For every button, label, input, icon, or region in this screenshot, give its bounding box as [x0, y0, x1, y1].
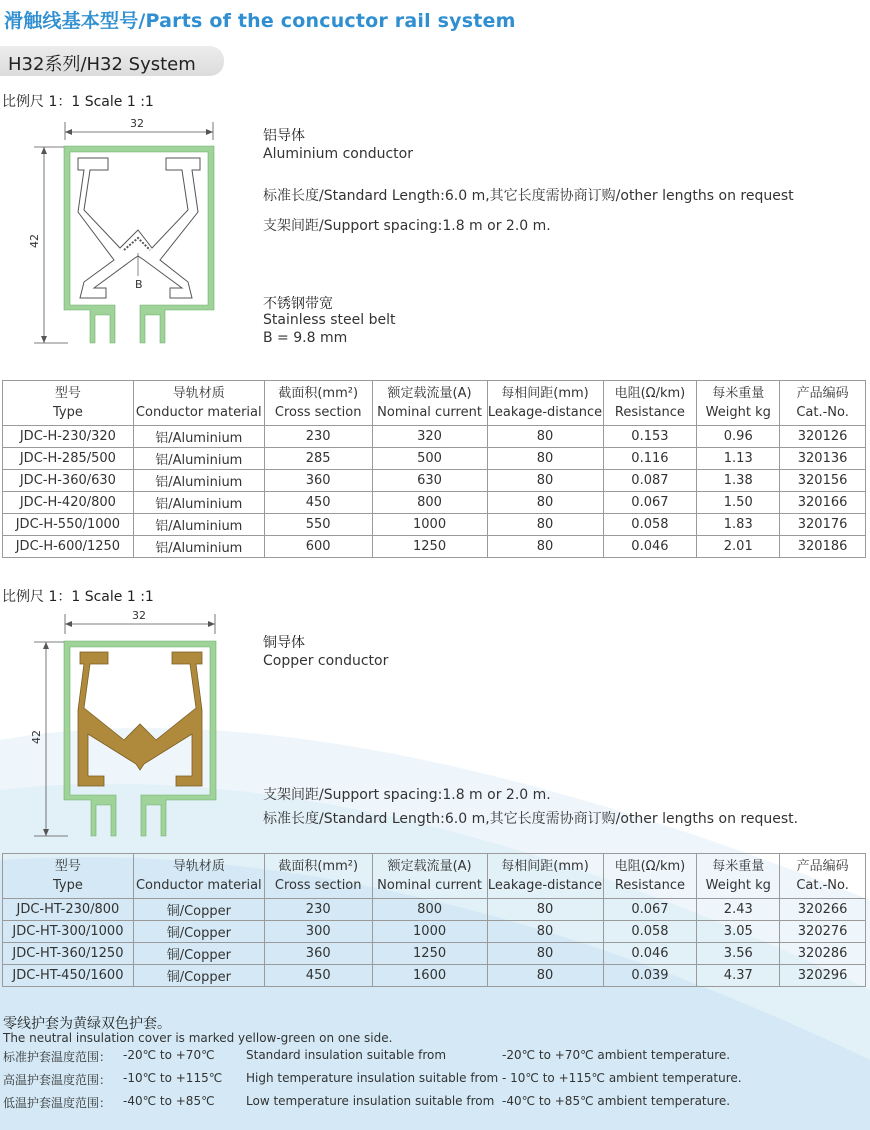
temp-row-high-cn: 高温护套温度范围： [3, 1073, 112, 1087]
header-type: 型号 Type [3, 381, 134, 426]
temp-row-standard-en: Standard insulation suitable from [246, 1048, 447, 1062]
copper-profile-drawing [20, 604, 230, 844]
header-cross-section: 截面积(mm²) Cross section [264, 854, 372, 899]
cell-weight: 3.56 [697, 943, 780, 965]
cell-leakage-distance: 80 [487, 514, 603, 536]
cell-resistance: 0.039 [603, 965, 697, 987]
copper-table-body [3, 899, 866, 987]
cell-resistance: 0.046 [603, 536, 697, 558]
temp-row-high-en: High temperature insulation suitable from [246, 1071, 499, 1085]
aluminium-table [2, 380, 866, 558]
table-row [3, 943, 866, 965]
aluminium-name-cn: 铝导体 [263, 128, 305, 144]
header-material: 导轨材质 Conductor material [133, 381, 264, 426]
temp-row-low-cn: 低温护套温度范围： [3, 1096, 112, 1110]
cell-material: 铜/Copper [133, 965, 264, 987]
cell-cat-no: 320266 [780, 899, 866, 921]
system-tab-label: H32系列/H32 System [8, 54, 196, 75]
cell-material: 铝/Aluminium [133, 536, 264, 558]
cell-type: JDC-HT-230/800 [3, 899, 134, 921]
table-header-row [3, 381, 866, 426]
cell-cross-section: 300 [264, 921, 372, 943]
cell-resistance: 0.087 [603, 470, 697, 492]
cell-cat-no: 320296 [780, 965, 866, 987]
cell-nominal-current: 1250 [372, 536, 487, 558]
temp-row-low-en: Low temperature insulation suitable from [246, 1094, 495, 1108]
cell-cat-no: 320176 [780, 514, 866, 536]
belt-value: B = 9.8 mm [263, 330, 348, 346]
cell-leakage-distance: 80 [487, 448, 603, 470]
header-weight: 每米重量 Weight kg [697, 381, 780, 426]
table-row [3, 965, 866, 987]
cell-nominal-current: 320 [372, 426, 487, 448]
cell-cat-no: 320136 [780, 448, 866, 470]
cell-weight: 1.50 [697, 492, 780, 514]
cell-material: 铝/Aluminium [133, 448, 264, 470]
cell-material: 铝/Aluminium [133, 470, 264, 492]
cell-cross-section: 360 [264, 943, 372, 965]
cell-type: JDC-H-285/500 [3, 448, 134, 470]
cell-resistance: 0.067 [603, 492, 697, 514]
cell-weight: 2.01 [697, 536, 780, 558]
cell-material: 铝/Aluminium [133, 514, 264, 536]
cell-weight: 1.13 [697, 448, 780, 470]
page-title: 滑触线基本型号/Parts of the concuctor rail system [4, 10, 516, 32]
header-leakage-distance: 每相间距(mm) Leakage-distance [487, 854, 603, 899]
copper-table [2, 853, 866, 987]
cell-type: JDC-H-420/800 [3, 492, 134, 514]
cell-cat-no: 320286 [780, 943, 866, 965]
aluminium-name-en: Aluminium conductor [263, 146, 413, 162]
cell-cross-section: 450 [264, 492, 372, 514]
cell-resistance: 0.046 [603, 943, 697, 965]
cell-nominal-current: 630 [372, 470, 487, 492]
aluminium-table-body [3, 426, 866, 558]
table-row [3, 514, 866, 536]
table-row [3, 921, 866, 943]
cell-leakage-distance: 80 [487, 536, 603, 558]
cell-type: JDC-HT-450/1600 [3, 965, 134, 987]
cell-leakage-distance: 80 [487, 492, 603, 514]
copper-spec-support: 支架间距/Support spacing:1.8 m or 2.0 m. [263, 787, 551, 803]
cell-type: JDC-H-550/1000 [3, 514, 134, 536]
neutral-note-en: The neutral insulation cover is marked yellow-green on one side. [3, 1031, 393, 1045]
cell-cross-section: 285 [264, 448, 372, 470]
cell-type: JDC-H-230/320 [3, 426, 134, 448]
table-row [3, 470, 866, 492]
cell-material: 铜/Copper [133, 943, 264, 965]
dim-height-2: 42 [30, 730, 43, 744]
cell-resistance: 0.058 [603, 921, 697, 943]
cell-material: 铝/Aluminium [133, 492, 264, 514]
header-material: 导轨材质 Conductor material [133, 854, 264, 899]
header-resistance: 电阻(Ω/km) Resistance [603, 854, 697, 899]
table-row [3, 899, 866, 921]
cell-cross-section: 550 [264, 514, 372, 536]
system-tab [0, 46, 224, 76]
header-nominal-current: 额定载流量(A) Nominal current [372, 854, 487, 899]
cell-cat-no: 320166 [780, 492, 866, 514]
temp-row-low-range: -40℃ to +85℃ [123, 1094, 215, 1108]
cell-type: JDC-HT-300/1000 [3, 921, 134, 943]
cell-weight: 1.38 [697, 470, 780, 492]
cell-weight: 0.96 [697, 426, 780, 448]
temp-row-low-temp: -40℃ to +85℃ ambient temperature. [502, 1094, 731, 1108]
cell-leakage-distance: 80 [487, 426, 603, 448]
cell-weight: 2.43 [697, 899, 780, 921]
cell-leakage-distance: 80 [487, 921, 603, 943]
neutral-note-cn: 零线护套为黄绿双色护套。 [3, 1016, 171, 1032]
cell-cat-no: 320276 [780, 921, 866, 943]
cell-cross-section: 230 [264, 426, 372, 448]
header-type: 型号 Type [3, 854, 134, 899]
table-header-row [3, 854, 866, 899]
cell-nominal-current: 1250 [372, 943, 487, 965]
belt-name-en: Stainless steel belt [263, 312, 396, 328]
aluminium-profile-drawing [20, 110, 230, 350]
cell-cat-no: 320156 [780, 470, 866, 492]
aluminium-spec-length: 标准长度/Standard Length:6.0 m,其它长度需协商订购/other lengths on request [263, 188, 794, 204]
cell-type: JDC-HT-360/1250 [3, 943, 134, 965]
temp-row-high-temp: - 10℃ to +115℃ ambient temperature. [502, 1071, 742, 1085]
cell-leakage-distance: 80 [487, 470, 603, 492]
table-row [3, 492, 866, 514]
temp-row-standard-range: -20℃ to +70℃ [123, 1048, 215, 1062]
header-leakage-distance: 每相间距(mm) Leakage-distance [487, 381, 603, 426]
temp-row-standard-cn: 标准护套温度范围： [3, 1050, 112, 1064]
header-nominal-current: 额定载流量(A) Nominal current [372, 381, 487, 426]
belt-name-cn: 不锈钢带宽 [263, 296, 333, 312]
cell-cross-section: 450 [264, 965, 372, 987]
cell-cat-no: 320186 [780, 536, 866, 558]
cell-material: 铜/Copper [133, 899, 264, 921]
cell-cross-section: 230 [264, 899, 372, 921]
table-row [3, 426, 866, 448]
dim-width-2: 32 [132, 609, 146, 622]
cell-weight: 3.05 [697, 921, 780, 943]
dim-width-1: 32 [130, 117, 144, 130]
cell-resistance: 0.067 [603, 899, 697, 921]
cell-nominal-current: 800 [372, 492, 487, 514]
header-cross-section: 截面积(mm²) Cross section [264, 381, 372, 426]
temp-row-standard-temp: -20℃ to +70℃ ambient temperature. [502, 1048, 731, 1062]
cell-weight: 4.37 [697, 965, 780, 987]
aluminium-spec-support: 支架间距/Support spacing:1.8 m or 2.0 m. [263, 218, 551, 234]
copper-name-cn: 铜导体 [263, 635, 305, 651]
cell-nominal-current: 500 [372, 448, 487, 470]
header-weight: 每米重量 Weight kg [697, 854, 780, 899]
label-b: B [135, 278, 143, 291]
dim-height-1: 42 [28, 234, 41, 248]
cell-type: JDC-H-360/630 [3, 470, 134, 492]
cell-resistance: 0.116 [603, 448, 697, 470]
copper-name-en: Copper conductor [263, 653, 389, 669]
cell-leakage-distance: 80 [487, 943, 603, 965]
cell-nominal-current: 1600 [372, 965, 487, 987]
cell-cat-no: 320126 [780, 426, 866, 448]
cell-material: 铜/Copper [133, 921, 264, 943]
header-cat-no: 产品编码 Cat.-No. [780, 854, 866, 899]
table-row [3, 536, 866, 558]
cell-leakage-distance: 80 [487, 899, 603, 921]
cell-type: JDC-H-600/1250 [3, 536, 134, 558]
scale-label-2: 比例尺 1：1 Scale 1 :1 [2, 589, 154, 605]
cell-cross-section: 360 [264, 470, 372, 492]
cell-cross-section: 600 [264, 536, 372, 558]
cell-nominal-current: 1000 [372, 921, 487, 943]
cell-leakage-distance: 80 [487, 965, 603, 987]
header-resistance: 电阻(Ω/km) Resistance [603, 381, 697, 426]
cell-material: 铝/Aluminium [133, 426, 264, 448]
scale-label-1: 比例尺 1：1 Scale 1 :1 [2, 94, 154, 110]
table-row [3, 448, 866, 470]
cell-weight: 1.83 [697, 514, 780, 536]
cell-nominal-current: 1000 [372, 514, 487, 536]
cell-nominal-current: 800 [372, 899, 487, 921]
copper-spec-length: 标准长度/Standard Length:6.0 m,其它长度需协商订购/other lengths on request. [263, 811, 799, 827]
cell-resistance: 0.153 [603, 426, 697, 448]
temp-row-high-range: -10℃ to +115℃ [123, 1071, 223, 1085]
cell-resistance: 0.058 [603, 514, 697, 536]
header-cat-no: 产品编码 Cat.-No. [780, 381, 866, 426]
